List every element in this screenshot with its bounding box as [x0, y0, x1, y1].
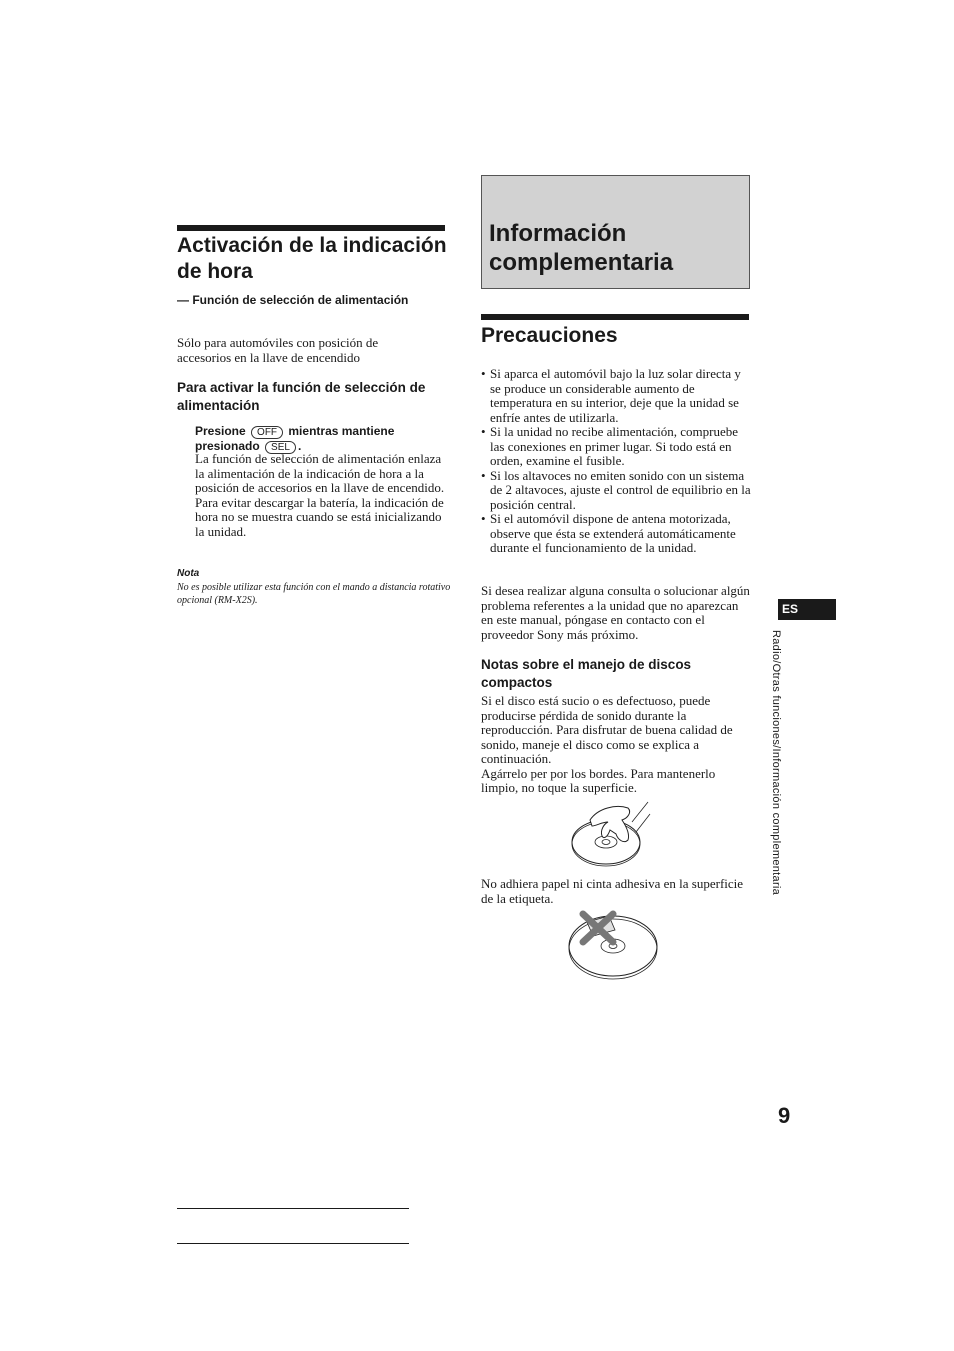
instruction-body: [195, 452, 450, 539]
list-item: [481, 512, 751, 556]
list-item-text: Si el automóvil dispone de antena motorizada, observe que ésta se extenderá automáticamente durante el funcionamiento de la unidad.: [490, 511, 736, 555]
instruction-step: [195, 424, 450, 454]
chapter-title: Información complementaria: [489, 220, 674, 276]
instruction-while: mientras mantiene presionado: [195, 424, 395, 453]
disc-holding-illustration: [570, 800, 656, 868]
heading-rule: [481, 314, 749, 320]
note-text: No es posible utilizar esta función con el mando a distancia rotativo opcional (RM-X2S).: [177, 582, 451, 606]
bullet-icon: •: [481, 467, 486, 483]
list-item: [481, 469, 751, 513]
intro-paragraph: Sólo para automóviles con posición de accesorios en la llave de encendido: [177, 335, 379, 365]
footer-rule: [177, 1243, 409, 1244]
heading-rule: [177, 225, 445, 231]
language-tab: ES: [778, 599, 836, 620]
list-item-text: Si los altavoces no emiten sonido con un sistema de 2 altavoces, ajuste el control de equilibrio en la posición central.: [490, 467, 751, 512]
list-item-text: Si la unidad no recibe alimentación, compruebe las conexiones en primer lugar. Si todo está en orden, examine el fusible.: [490, 424, 738, 468]
bullet-icon: •: [481, 511, 486, 526]
off-key-icon: OFF: [251, 426, 283, 439]
body-paragraph: La función de selección de alimentación enlaza la alimentación de la indicación de hora a la posición de accesorios en la llave de encendido.: [195, 451, 445, 495]
body-paragraph: Agárrelo per por los bordes. Para mantenerlo limpio, no toque la superficie.: [481, 765, 716, 795]
note-label: Nota: [177, 568, 200, 579]
page-number: 9: [778, 1103, 791, 1128]
disc-handling-body: [481, 694, 751, 796]
precautions-list: [481, 367, 751, 556]
section-title-vertical: [770, 630, 790, 940]
no-tape-illustration: [565, 908, 661, 984]
list-item: [481, 425, 751, 469]
consult-paragraph: Si desea realizar alguna consulta o solucionar algún problema referentes a la unidad que no aparezcan en este manual, póngase en contacto con el proveedor Sony más próximo.: [481, 583, 750, 642]
procedure-heading: Para activar la función de selección de alimentación: [177, 380, 426, 413]
footer-rule: [177, 1208, 409, 1209]
disc-handling-heading: Notas sobre el manejo de discos compactos: [481, 657, 692, 690]
no-paper-note: No adhiera papel ni cinta adhesiva en la superficie de la etiqueta.: [481, 876, 744, 906]
body-paragraph: Para evitar descargar la batería, la indicación de hora no se muestra cuando se está inicializando la unidad.: [195, 494, 444, 539]
section-subtitle: — Función de selección de alimentación: [177, 293, 409, 307]
bullet-icon: •: [481, 366, 486, 381]
instruction-press: Presione: [195, 424, 246, 438]
section-heading-time-display: Activación de la indicación de hora: [177, 234, 447, 283]
section-title-text: Radio/Otras funciones/Información complementaria: [770, 630, 782, 896]
list-item-text: Si aparca el automóvil bajo la luz solar directa y se produce un considerable aumento de temperatura en su interior, deje que la unidad se enfríe antes de utilizarla.: [490, 366, 741, 425]
list-item: [481, 367, 751, 425]
instruction-end: .: [297, 439, 302, 453]
body-paragraph: Si el disco está sucio o es defectuoso, puede producirse pérdida de sonido durante la reproducción. Para disfrutar de buena calidad de sonido, maneje el disco como se explica a continuación.: [481, 693, 733, 766]
sel-key-icon: SEL: [265, 441, 296, 454]
bullet-icon: •: [481, 424, 486, 439]
section-heading-precautions: Precauciones: [481, 324, 618, 347]
